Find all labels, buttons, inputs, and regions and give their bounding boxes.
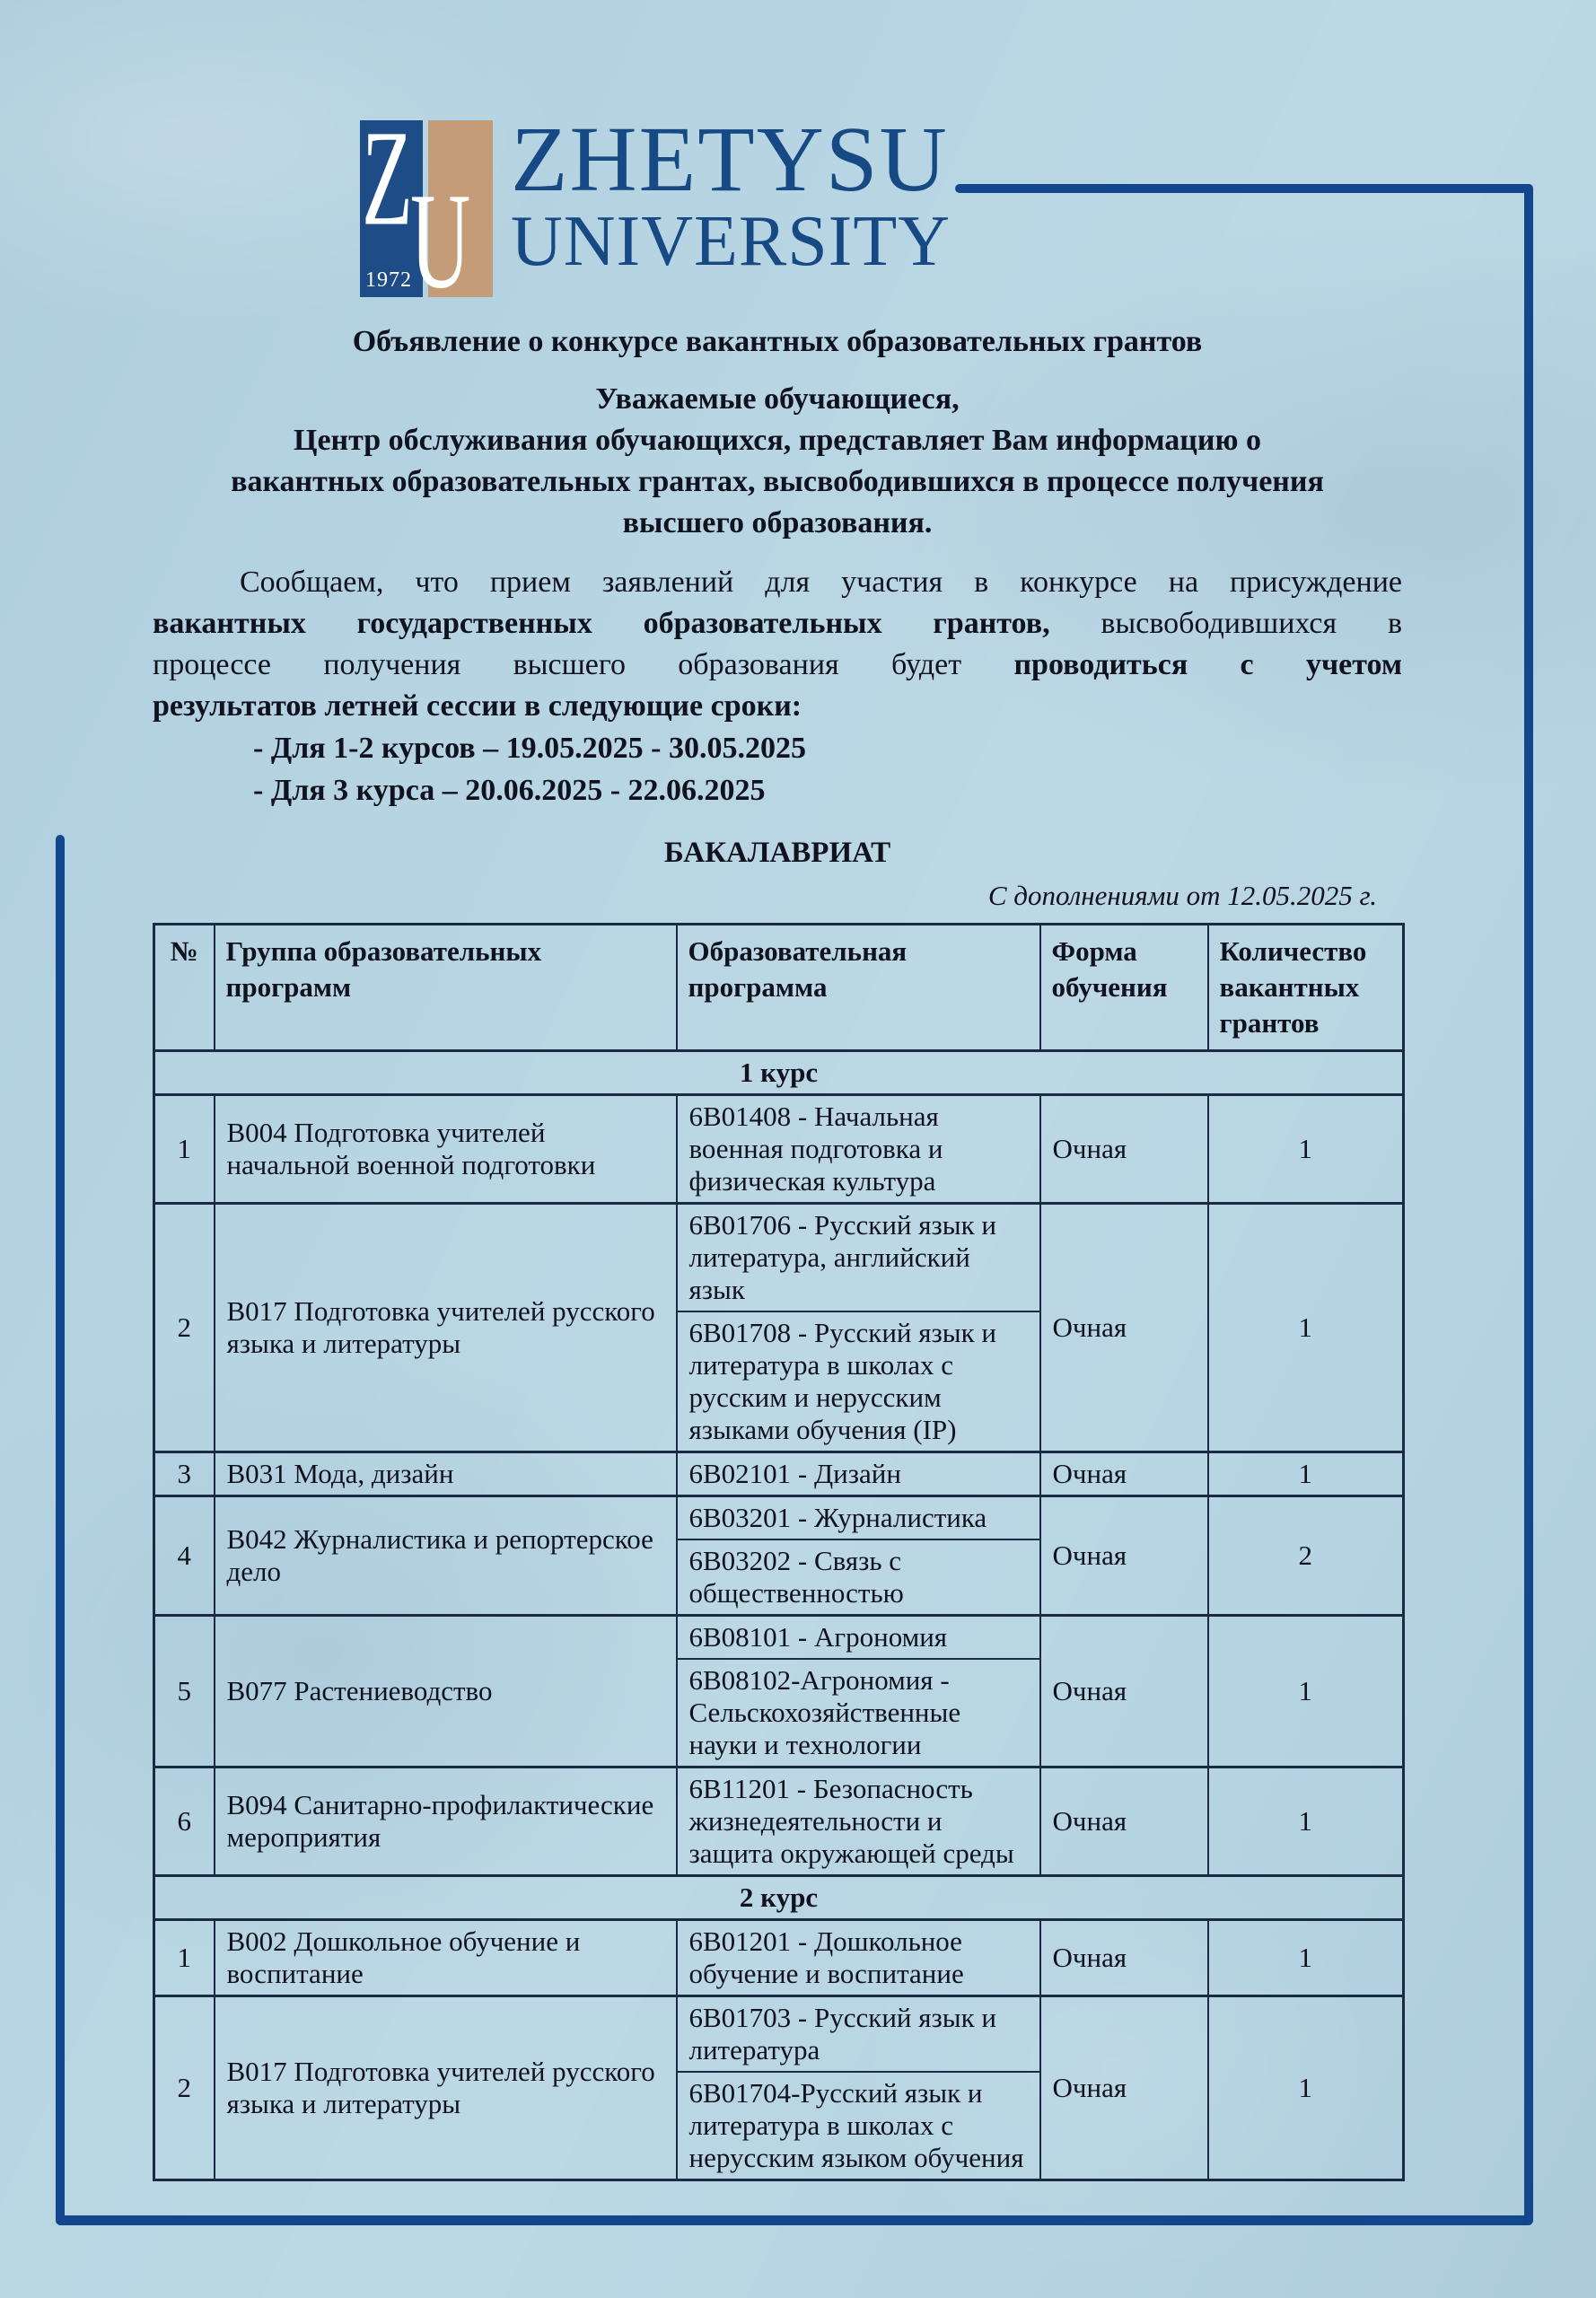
body-bold-text: проводиться с учетом <box>1013 648 1403 681</box>
body-line <box>153 603 1402 645</box>
body-regular-text: Сообщаем, что прием заявлений для участия в конкурсе на присуждение <box>240 566 1402 599</box>
body-bold-text: результатов летней сессии в следующие сроки: <box>153 689 802 723</box>
frame-right-line <box>1524 184 1533 2224</box>
degree-section-title: БАКАЛАВРИАТ <box>663 837 891 869</box>
logo-wordmark <box>511 108 951 281</box>
header-cell-form: Форма обучения <box>1040 925 1208 1051</box>
cell-program: 6В08102-Агрономия - Сельскохозяйственные науки и технологии <box>677 1659 1040 1767</box>
grants-table <box>153 923 1405 2181</box>
cell-group: В017 Подготовка учителей русского языка и литературы <box>215 1996 677 2180</box>
deadline-list <box>153 727 1402 811</box>
cell-group: В002 Дошкольное обучение и воспитание <box>215 1920 677 1996</box>
cell-form: Очная <box>1040 1616 1208 1767</box>
course-section-row <box>154 1876 1404 1920</box>
header-cell-count: Количество вакантных грантов <box>1208 925 1404 1051</box>
cell-count: 1 <box>1208 1996 1404 2180</box>
cell-program: 6В02101 - Дизайн <box>677 1452 1040 1496</box>
logo-z-letter: Z <box>362 101 413 255</box>
cell-form: Очная <box>1040 1767 1208 1876</box>
cell-count: 2 <box>1208 1496 1404 1616</box>
cell-program: 6В03201 - Журналистика <box>677 1496 1040 1540</box>
frame-top-line <box>955 184 1533 193</box>
cell-group: В042 Журналистика и репортерское дело <box>215 1496 677 1616</box>
table-row <box>154 1920 1404 1996</box>
table-body <box>154 1051 1404 2180</box>
logo-name-primary: ZHETYSU <box>511 108 949 211</box>
cell-num: 1 <box>154 1920 215 1996</box>
cell-form: Очная <box>1040 1452 1208 1496</box>
table-row <box>154 1452 1404 1496</box>
cell-program: 6В01706 - Русский язык и литература, английский язык <box>677 1204 1040 1312</box>
cell-form: Очная <box>1040 1204 1208 1452</box>
logo-u-letter: U <box>410 164 471 318</box>
body-line <box>153 645 1402 686</box>
header-cell-num: № <box>154 925 215 1051</box>
cell-program: 6В01408 - Начальная военная подготовка и физическая культура <box>677 1095 1040 1204</box>
body-regular-text: процессе получения высшего образования будет <box>153 648 1014 681</box>
logo-year: 1972 <box>365 268 412 292</box>
frame-left-line <box>56 835 65 2223</box>
intro-line: вакантных образовательных грантах, высвободившихся в процессе получения <box>231 465 1324 498</box>
cell-count: 1 <box>1208 1920 1404 1996</box>
intro-line: высшего образования. <box>622 506 933 539</box>
table-row <box>154 1095 1404 1204</box>
intro-line: Центр обслуживания обучающихся, представляет Вам информацию о <box>294 424 1261 457</box>
cell-program: 6В01708 - Русский язык и литература в школах с русским и нерусским языками обучения (IP) <box>677 1311 1040 1452</box>
cell-program: 6В01201 - Дошкольное обучение и воспитание <box>677 1920 1040 1996</box>
body-line <box>153 562 1402 603</box>
cell-program: 6В01704-Русский язык и литература в школах с нерусским языком обучения <box>677 2072 1040 2180</box>
cell-form: Очная <box>1040 1920 1208 1996</box>
cell-count: 1 <box>1208 1767 1404 1876</box>
cell-group: В004 Подготовка учителей начальной военной подготовки <box>215 1095 677 1204</box>
cell-program: 6В11201 - Безопасность жизнедеятельности и защита окружающей среды <box>677 1767 1040 1876</box>
cell-num: 4 <box>154 1496 215 1616</box>
cell-program: 6В08101 - Агрономия <box>677 1616 1040 1660</box>
table-row <box>154 1996 1404 2073</box>
cell-group: В031 Мода, дизайн <box>215 1452 677 1496</box>
announcement-content <box>153 321 1402 2181</box>
cell-count: 1 <box>1208 1616 1404 1767</box>
cell-group: В094 Санитарно-профилактические мероприятия <box>215 1767 677 1876</box>
grants-table-wrap <box>153 923 1402 2181</box>
table-header-row <box>154 925 1404 1051</box>
university-logo <box>360 101 951 318</box>
cell-group: В077 Растениеводство <box>215 1616 677 1767</box>
cell-program: 6В03202 - Связь с общественностью <box>677 1539 1040 1616</box>
body-regular-text: высвободившихся в <box>1049 607 1402 640</box>
header-cell-group: Группа образовательных программ <box>215 925 677 1051</box>
body-line <box>153 686 1402 727</box>
table-row <box>154 1496 1404 1540</box>
greeting-line: Уважаемые обучающиеся, <box>595 382 960 416</box>
course-section-title: 1 курс <box>154 1051 1404 1095</box>
cell-form: Очная <box>1040 1095 1208 1204</box>
cell-form: Очная <box>1040 1496 1208 1616</box>
frame-bottom-line <box>56 2215 1533 2225</box>
logo-name-secondary: UNIVERSITY <box>511 202 951 281</box>
table-head <box>154 925 1404 1051</box>
table-row <box>154 1204 1404 1312</box>
body-bold-text: вакантных государственных образовательных грантов, <box>153 607 1050 640</box>
cell-program: 6В01703 - Русский язык и литература <box>677 1996 1040 2073</box>
announcement-title: Объявление о конкурсе вакантных образовательных грантов <box>352 325 1203 358</box>
cell-count: 1 <box>1208 1452 1404 1496</box>
cell-num: 1 <box>154 1095 215 1204</box>
table-row <box>154 1767 1404 1876</box>
cell-group: В017 Подготовка учителей русского языка и литературы <box>215 1204 677 1452</box>
deadline-item: - Для 1-2 курсов – 19.05.2025 - 30.05.2025 <box>253 732 806 765</box>
cell-num: 3 <box>154 1452 215 1496</box>
table-row <box>154 1616 1404 1660</box>
cell-num: 2 <box>154 1996 215 2180</box>
header-cell-program: Образовательная программа <box>677 925 1040 1051</box>
amendment-note: С дополнениями от 12.05.2025 г. <box>987 880 1377 911</box>
cell-count: 1 <box>1208 1204 1404 1452</box>
cell-num: 2 <box>154 1204 215 1452</box>
cell-form: Очная <box>1040 1996 1208 2180</box>
cell-num: 5 <box>154 1616 215 1767</box>
cell-count: 1 <box>1208 1095 1404 1204</box>
course-section-row <box>154 1051 1404 1095</box>
intro-paragraph <box>153 420 1402 544</box>
logo-mark <box>360 101 493 318</box>
deadline-item: - Для 3 курса – 20.06.2025 - 22.06.2025 <box>253 774 766 807</box>
cell-num: 6 <box>154 1767 215 1876</box>
course-section-title: 2 курс <box>154 1876 1404 1920</box>
announcement-body <box>153 562 1402 727</box>
